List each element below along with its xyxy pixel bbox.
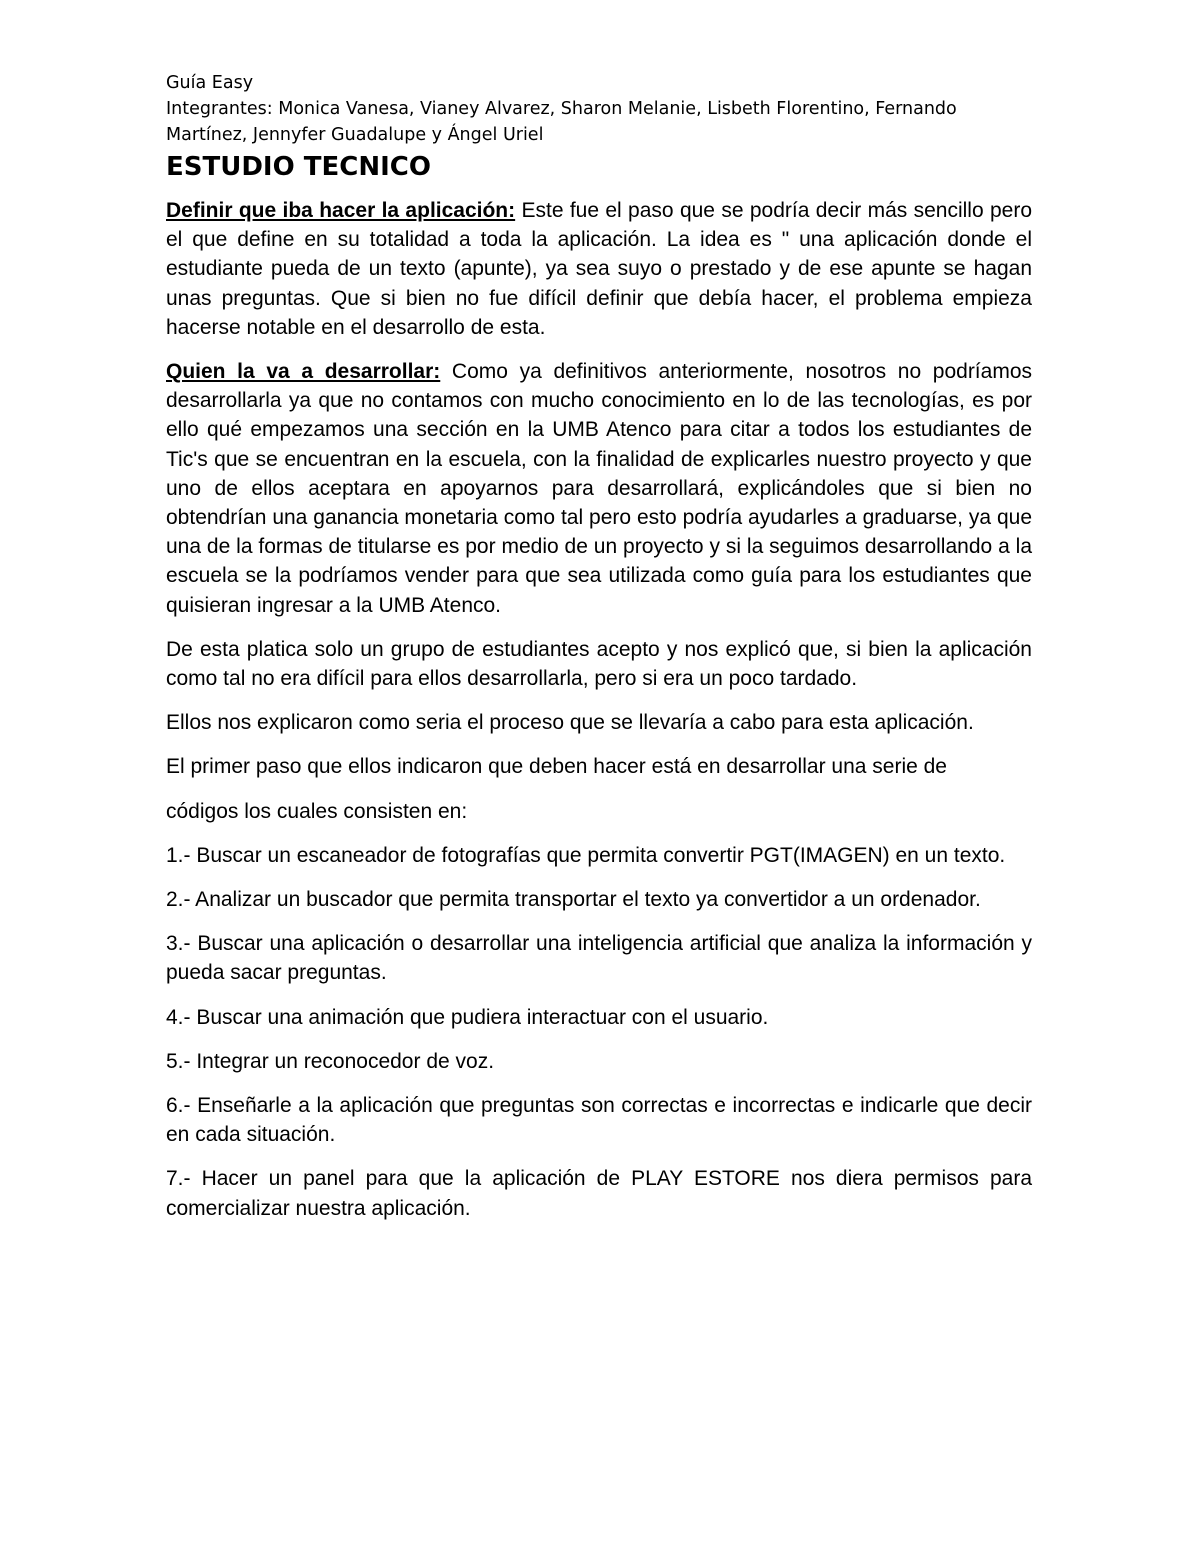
members-label: Integrantes: <box>166 99 273 119</box>
step-item: 6.- Enseñarle a la aplicación que preguntas son correctas e incorrectas e indicarle que decir en cada situación. <box>166 1094 1032 1147</box>
section-quien-text: Como ya definitivos anteriormente, nosotros no podríamos desarrollarla ya que no contamos con mucho conocimiento en lo de las tecnologías, es por ello qué empezamos una sección en la UMB Atenco para citar a todos los estudiantes de Tic's que se encuentran en la escuela, con la finalidad de explicarles nuestro proyecto y que uno de ellos aceptara en apoyarnos para desarrollará, explicándoles que si bien no obtendrían una ganancia monetaria como tal pero esto podría ayudarles a graduarse, ya que una de la formas de titularse es por medio de un proyecto y si la seguimos desarrollando a la escuela se la podríamos vender para que sea utilizada como guía para los estudiantes que quisieran ingresar a la UMB Atenco. <box>166 360 1032 617</box>
section-definir <box>166 196 1032 342</box>
section-definir-lead: Definir que iba hacer la aplicación: <box>166 199 516 222</box>
page-title: ESTUDIO TECNICO <box>166 152 431 182</box>
document-page <box>166 70 1032 1238</box>
paragraph-codigos: códigos los cuales consisten en: <box>166 799 468 823</box>
step-item: 5.- Integrar un reconocedor de voz. <box>166 1049 495 1073</box>
step-item: 1.- Buscar un escaneador de fotografías que permita convertir PGT(IMAGEN) en un texto. <box>166 843 1006 867</box>
members-line <box>166 96 1032 122</box>
step-item: 2.- Analizar un buscador que permita transportar el texto ya convertidor a un ordenador. <box>166 888 981 912</box>
paragraph-primer-paso: El primer paso que ellos indicaron que deben hacer está en desarrollar una serie de <box>166 755 947 779</box>
step-item: 4.- Buscar una animación que pudiera interactuar con el usuario. <box>166 1005 769 1029</box>
members-line-2: Martínez, Jennyfer Guadalupe y Ángel Uriel <box>166 125 544 145</box>
section-quien-lead: Quien la va a desarrollar: <box>166 360 441 384</box>
paragraph-platica: De esta platica solo un grupo de estudiantes acepto y nos explicó que, si bien la aplicación como tal no era difícil para ellos desarrollarla, pero si era un poco tardado. <box>166 637 1032 691</box>
section-definir-text: Este fue el paso que se podría decir más sencillo pero el que define en su totalidad a toda la aplicación. La idea es " una aplicación donde el estudiante pueda de un texto (apunte), ya sea suyo o prestado y de ese apunte se hagan unas preguntas. Que si bien no fue difícil definir que debía hacer, el problema empieza hacerse notable en el desarrollo de esta. <box>166 199 1032 339</box>
paragraph-proceso: Ellos nos explicaron como seria el proceso que se llevaría a cabo para esta aplicación. <box>166 711 974 735</box>
guide-name: Guía Easy <box>166 73 254 93</box>
members-names: Monica Vanesa, Vianey Alvarez, Sharon Melanie, Lisbeth Florentino, Fernando <box>278 99 957 119</box>
step-item: 7.- Hacer un panel para que la aplicación de PLAY ESTORE nos diera permisos para comercializar nuestra aplicación. <box>166 1167 1032 1220</box>
section-quien <box>166 357 1032 620</box>
step-item: 3.- Buscar una aplicación o desarrollar una inteligencia artificial que analiza la información y pueda sacar preguntas. <box>166 932 1032 985</box>
